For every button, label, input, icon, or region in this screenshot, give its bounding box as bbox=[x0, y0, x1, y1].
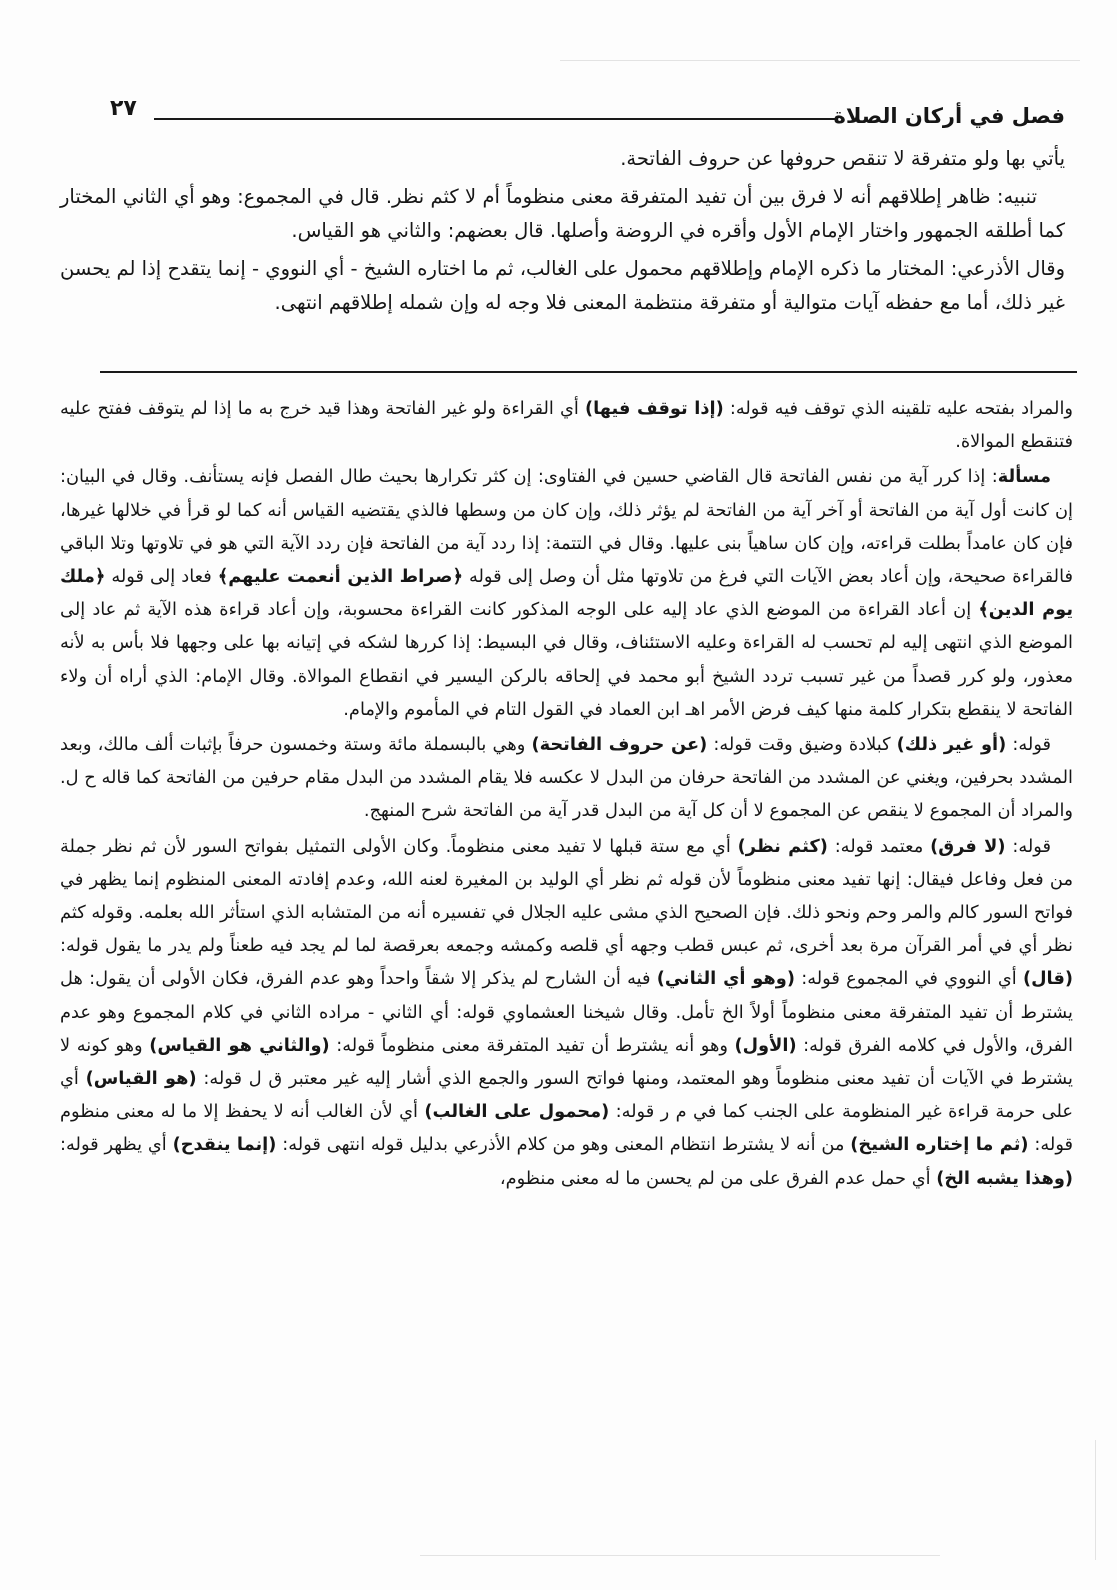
commentary-text-run: وهو كونه لا يشترط في الآيات أن تفيد معنى منظوماً وهو المعتمد، ومنها فواتح السور والجمع الذي أشار إليه غير معتبر ق ل قوله: bbox=[60, 1034, 1073, 1090]
commentary-text-run: قوله: bbox=[1005, 835, 1051, 857]
quoted-phrase: (وهو أي الثاني) bbox=[656, 968, 795, 990]
quoted-phrase: (إذا توقف فيها) bbox=[584, 398, 724, 419]
commentary-text-run: إن أعاد القراءة من الموضع الذي عاد إليه على الوجه المذكور كانت القراءة محسوبة، وإن أعاد قراءة هذه الآية ثم عاد إلى الموضع الذي انتهى إليه لم تحسب له القراءة وعليه الاستئناف، وقال في البسيط: إذا كررها لشكه في إتيانه بها على وجهها فلا بأس به لأنه معذور، ولو كرر قصداً من غير تسبب تردد الشيخ أبو محمد في إلحاقه بالركن اليسير في انقطاع الموالاة. وقال الإمام: الذي أراه أن ولاء الفاتحة لا ينقطع بتكرار كلمة منها كيف فرض الأمر اهـ ابن العماد في القول التام في المأموم والإمام. bbox=[60, 599, 1073, 720]
commentary-text-run: أي على حرمة قراءة غير المنظومة على الجنب كما في م ر قوله: bbox=[60, 1068, 1073, 1123]
chapter-title: فصل في أركان الصلاة bbox=[833, 104, 1065, 128]
commentary-text-run: أي مع ستة قبلها لا تفيد معنى منظوماً. وكان الأولى التمثيل بفواتح السور لأن ثم نظر جملة من فعل وفاعل فيقال: إنها تفيد معنى منظوماً لأن قوله ثم نظر أي الوليد بن المغيرة لعنه الله، وعدم إفادته المعنى المنظوم إنما يظهر في فواتح السور كالم والمر وحم ونحو ذلك. فإن الصحيح الذي مشى عليه الجلال في تفسيره أنه من المتشابه الذي استأثر الله بعلمه. وقوله كثم نظر أي في أمر القرآن مرة بعد أخرى، ثم عبس قطب وجهه أي قلصه وكمشه وجمعه بعرقصة لما لم يجد فيه طعناً ولم يدر ما يقول قوله: bbox=[60, 835, 1073, 957]
quoted-phrase: (أو غير ذلك) bbox=[896, 734, 1007, 756]
commentary-text-run: أي لأن الغالب أنه لا يحفظ إلا ما له معنى منظوم قوله: bbox=[60, 1101, 1074, 1156]
commentary-text-run: من أنه لا يشترط انتظام المعنى وهو من كلام الأذرعي بدليل قوله انتهى قوله: bbox=[276, 1134, 851, 1156]
quran-verse: ﴿ملك يوم الدين﴾ bbox=[60, 566, 1074, 621]
main-paragraph: وقال الأذرعي: المختار ما ذكره الإمام وإطلاقهم محمول على الغالب، ثم ما اختاره الشيخ - أي النووي - إنما يتقدح إذا لم يحسن غير ذلك، أما مع حفظه آيات متوالية أو متفرقة منتظمة المعنى فلا وجه له وإن شمله إطلاقهم انتهى. bbox=[60, 257, 1065, 314]
commentary-text-run: وهو أنه يشترط أن تفيد المتفرقة معنى منظوماً قوله: bbox=[329, 1034, 735, 1056]
commentary-text-run: وهي بالبسملة مائة وستة وخمسون حرفاً بإثبات ألف مالك، وبعد المشدد بحرفين، ويغني عن المشدد من الفاتحة حرفان من البدل لا عكسه فلا يقام المشدد من البدل مقام حرفين من الفاتحة كما قاله ح ل. والمراد أن المجموع لا ينقص عن المجموع لا أن كل آية من البدل قدر آية من الفاتحة شرح المنهج. bbox=[60, 734, 1073, 822]
scan-edge-mark bbox=[560, 60, 1080, 61]
commentary-text-run: قوله: bbox=[1006, 734, 1052, 756]
commentary-paragraph bbox=[60, 728, 1073, 828]
quoted-phrase: (عن حروف الفاتحة) bbox=[531, 734, 708, 756]
commentary-text-run: معتمد قوله: bbox=[827, 835, 931, 857]
commentary-paragraph bbox=[60, 830, 1073, 1195]
page-number: ٢٧ bbox=[110, 96, 137, 121]
commentary-text-run: أي حمل عدم الفرق على من لم يحسن ما له معنى منظوم، bbox=[499, 1167, 937, 1189]
commentary-text-run: فيه أن الشارح لم يذكر إلا شقاً واحداً وهو عدم الفرق، فكان الأولى أن يقول: هل يشترط أن تفيد المتفرقة معنى منظوماً أولاً الخ تأمل. وقال شيخنا العشماوي قوله: أي الثاني - مراده الثاني في كلام المجموع وهو عدم الفرق، والأول في كلامه الفرق قوله: bbox=[60, 968, 1074, 1056]
quoted-phrase: (هو القياس) bbox=[85, 1068, 197, 1090]
commentary-text-run: والمراد بفتحه عليه تلقينه الذي توقف فيه قوله: bbox=[723, 398, 1073, 419]
commentary-paragraph bbox=[60, 460, 1073, 726]
quoted-phrase: (قال) bbox=[1022, 968, 1073, 990]
commentary-text-run: كبلادة وضيق وقت قوله: bbox=[707, 734, 897, 756]
commentary-text-run: أي يظهر قوله: bbox=[60, 1134, 173, 1156]
quoted-phrase: (إنما ينقدح) bbox=[172, 1134, 277, 1156]
commentary-text-run: فعاد إلى قوله bbox=[105, 566, 218, 588]
quran-verse: ﴿صراط الذين أنعمت عليهم﴾ bbox=[217, 566, 463, 588]
main-text bbox=[60, 142, 1065, 324]
issue-heading: مسألة bbox=[997, 466, 1051, 488]
quoted-phrase: (الأول) bbox=[734, 1034, 797, 1056]
main-paragraph: يأتي بها ولو متفرقة لا تنقص حروفها عن حروف الفاتحة. bbox=[620, 147, 1065, 170]
commentary-text-run: : إذا كرر آية من نفس الفاتحة قال القاضي حسين في الفتاوى: إن كثر تكرارها بحيث طال الفصل فإنه يستأنف. وقال في البيان: إن كانت أول آية من الفاتحة أو آخر آية من الفاتحة لم يؤثر ذلك، وإن كان من وسطها فالذي يقتضيه القياس أنه كما لو قرأ في خلالها غيرها، فإن كان عامداً بطلت قراءته، وإن كان ساهياً بنى عليها. وقال في التتمة: إذا ردد آية من الفاتحة فإن ردد الآية التي هو في تلاوتها وتلا الباقي فالقراءة صحيحة، وإن أعاد بعض الآيات التي فرغ من تلاوتها مثل أن وصل إلى قوله bbox=[60, 466, 1073, 588]
commentary-paragraph bbox=[60, 392, 1073, 458]
quoted-phrase: (وهذا يشبه الخ) bbox=[936, 1167, 1073, 1189]
quoted-phrase: (لا فرق) bbox=[930, 835, 1006, 857]
scan-edge-mark bbox=[1095, 1440, 1096, 1560]
commentary-text-run: أي القراءة ولو غير الفاتحة وهذا قيد خرج به ما إذا لم يتوقف ففتح عليه فتنقطع الموالاة. bbox=[60, 398, 1073, 453]
footnote-divider bbox=[100, 371, 1077, 373]
running-head bbox=[110, 96, 1065, 136]
quoted-phrase: (كثم نظر) bbox=[737, 835, 828, 857]
header-rule bbox=[154, 118, 837, 120]
commentary-text bbox=[60, 392, 1073, 1197]
quoted-phrase: (ثم ما إختاره الشيخ) bbox=[850, 1134, 1029, 1156]
scan-edge-mark bbox=[420, 1555, 940, 1556]
quoted-phrase: (محمول على الغالب) bbox=[424, 1101, 610, 1123]
quoted-phrase: (والثاني هو القياس) bbox=[149, 1034, 330, 1056]
main-paragraph: تنبيه: ظاهر إطلاقهم أنه لا فرق بين أن تفيد المتفرقة معنى منظوماً أم لا كثم نظر. قال في المجموع: وهو أي الثاني المختار كما أطلقه الجمهور واختار الإمام الأول وأقره في الروضة وأصلها. قال بعضهم: والثاني هو القياس. bbox=[60, 185, 1065, 242]
commentary-text-run: أي النووي في المجموع قوله: bbox=[794, 968, 1023, 990]
